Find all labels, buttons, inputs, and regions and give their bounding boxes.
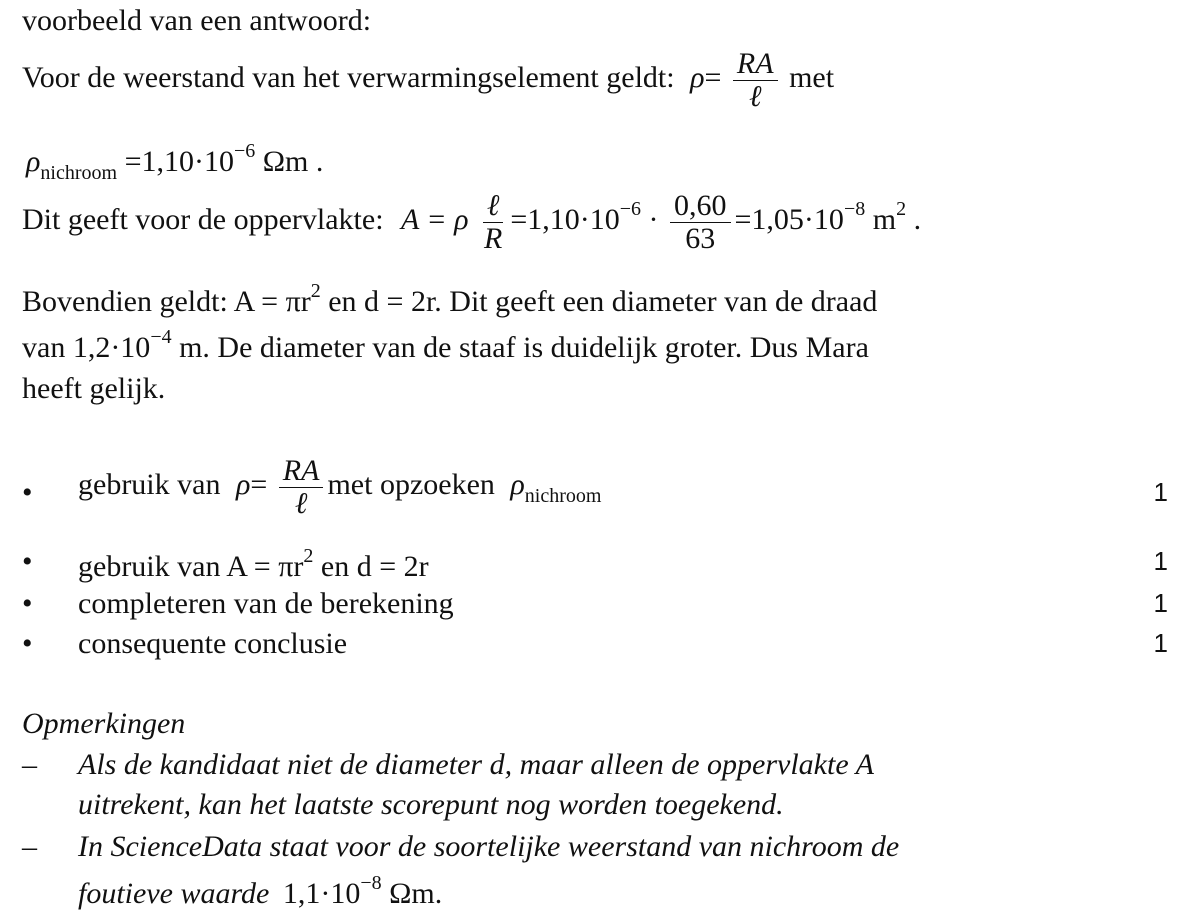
multiply-dot: · — [648, 202, 659, 236]
fraction-denominator: ℓ — [294, 486, 308, 520]
remark-2-exponent: −8 — [360, 872, 382, 894]
answer-line-2 — [26, 140, 323, 185]
area-mid: =1,10·10 — [510, 202, 620, 236]
line5-rest: m. De diameter van de staaf is duidelijk groter. Dus Mara — [171, 331, 869, 364]
remark-1-line-2: uitrekent, kan het laatste scorepunt nog worden toegekend. — [78, 788, 784, 821]
rho-symbol: ρ — [235, 467, 251, 501]
line3-text: Dit geeft voor de oppervlakte: — [22, 202, 384, 236]
bullet-symbol: • — [22, 476, 33, 509]
fraction-denominator: 63 — [685, 221, 716, 255]
score-value: 1 — [1153, 628, 1168, 658]
fraction-numerator: ℓ — [483, 190, 504, 223]
line1-text: Voor de weerstand van het verwarmingselement geldt: — [22, 60, 675, 94]
area-result-exponent: −8 — [843, 197, 866, 220]
scoring-item-3-text: completeren van de berekening — [78, 587, 454, 620]
rho-nichroom-symbol: ρ — [510, 467, 525, 501]
area-unit-exponent: 2 — [896, 197, 907, 220]
rho-subscript: nichroom — [40, 162, 118, 184]
fraction-l-r — [480, 190, 506, 254]
answer-line-5 — [22, 326, 869, 366]
area-result: =1,05·10 — [734, 202, 844, 236]
bullet-1-post: met opzoeken — [327, 467, 495, 501]
area-unit: m — [865, 202, 897, 236]
bullet-1-pre: gebruik van — [78, 467, 221, 501]
scoring-item-2-text — [78, 545, 429, 585]
score-value: 1 — [1153, 588, 1168, 618]
bullet-2-text2: en d = 2r — [313, 550, 429, 583]
score-value: 1 — [1153, 546, 1168, 576]
rho-symbol: ρ — [690, 60, 705, 94]
remark-2-unit: Ωm. — [381, 877, 443, 910]
answer-line-3 — [22, 190, 921, 254]
bullet-symbol: • — [22, 587, 33, 620]
remarks-title: Opmerkingen — [22, 707, 186, 740]
line4-text: Bovendien geldt: A = πr — [22, 285, 311, 318]
scoring-item-1-text: gebruik van ρ= $\frac{RA}{\text{ℓ}}$ met opzoeken $\rho_{nichroom}$ — [78, 454, 602, 520]
line5-exponent: −4 — [150, 326, 172, 348]
remark-2-text: foutieve waarde — [78, 877, 270, 910]
line4-exponent: 2 — [310, 280, 321, 302]
bullet-symbol: • — [22, 545, 33, 578]
area-end: . — [906, 202, 922, 236]
dash-symbol: – — [22, 830, 37, 863]
dash-symbol: – — [22, 748, 37, 781]
area-mid-exponent: −6 — [619, 197, 642, 220]
remark-2-value: 1,1·10 — [282, 877, 361, 910]
bullet-symbol: • — [22, 627, 33, 660]
remark-1-line-1: Als de kandidaat niet de diameter d, maar alleen de oppervlakte A — [78, 748, 874, 781]
answer-line-1 — [22, 48, 834, 112]
line5-start: van 1,2·10 — [22, 331, 151, 364]
rho-value: =1,10·10 — [124, 145, 234, 178]
fraction-ra-l — [733, 48, 778, 112]
scoring-item-4-text: consequente conclusie — [78, 627, 348, 660]
bullet-2-exponent: 2 — [303, 545, 314, 567]
fraction-ra-l — [279, 455, 324, 519]
line4-rest: en d = 2r. Dit geeft een diameter van de draad — [320, 285, 878, 318]
fraction-denominator: ℓ — [748, 79, 762, 113]
rho-nichroom-symbol: ρ — [26, 145, 41, 178]
rho-subscript: nichroom — [524, 484, 602, 507]
answer-line-6: heeft gelijk. — [22, 372, 166, 405]
fraction-numerator: RA — [279, 455, 324, 488]
equals: = — [704, 60, 722, 94]
remark-2-line-2 — [78, 872, 442, 912]
rho-unit: Ωm . — [255, 145, 324, 178]
fraction-denominator: R — [483, 221, 503, 255]
fraction-060-63 — [670, 190, 731, 254]
answer-line-4 — [22, 280, 877, 320]
fraction-numerator: 0,60 — [670, 190, 731, 223]
intro-heading: voorbeeld van een antwoord: — [22, 4, 372, 37]
line1-end: met — [789, 60, 835, 94]
area-equation: A = ρ — [401, 202, 469, 236]
remark-2-line-1: In ScienceData staat voor de soortelijke weerstand van nichroom de — [78, 830, 900, 863]
score-value: 1 — [1153, 477, 1168, 507]
bullet-2-text: gebruik van A = πr — [78, 550, 304, 583]
fraction-numerator: RA — [733, 48, 778, 81]
rho-exponent: −6 — [233, 140, 256, 162]
